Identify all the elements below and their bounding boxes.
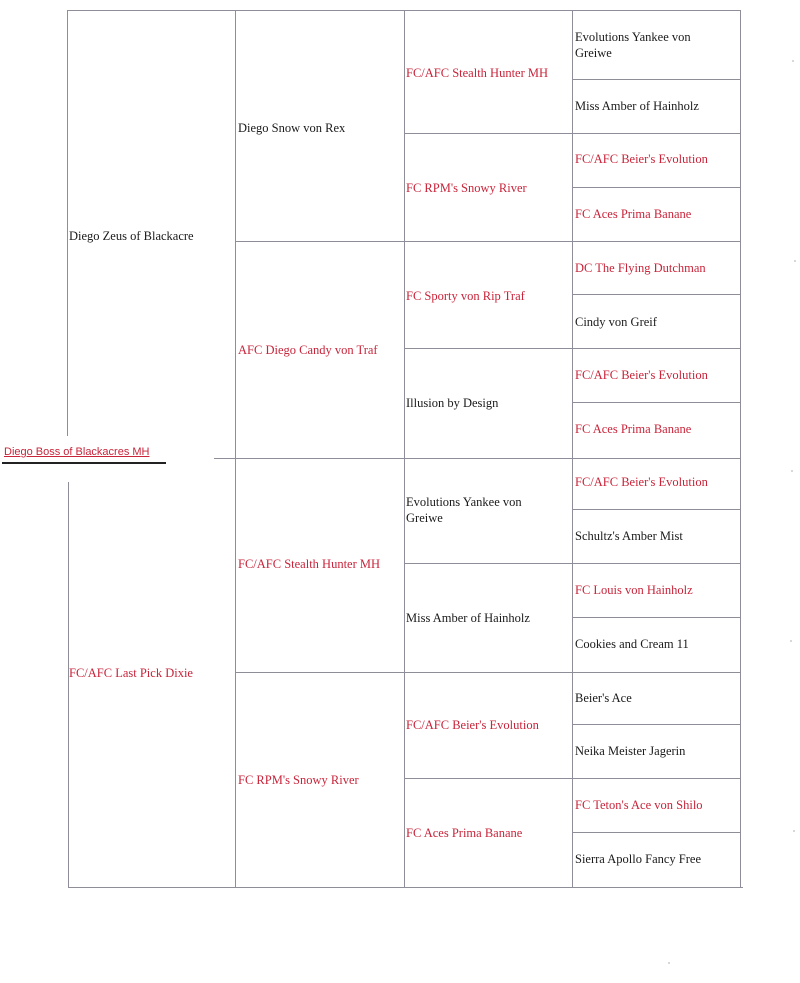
gen4-item: Sierra Apollo Fancy Free bbox=[575, 852, 702, 866]
col2-split-b bbox=[235, 672, 740, 673]
col4-split-9 bbox=[572, 509, 740, 510]
gen3-item: FC RPM's Snowy River bbox=[406, 181, 527, 195]
subject-underline bbox=[2, 462, 166, 464]
col4-split-1 bbox=[572, 79, 740, 80]
gen4-item: FC/AFC Beier's Evolution bbox=[575, 475, 708, 489]
frame-right bbox=[740, 10, 741, 887]
scan-speck bbox=[668, 962, 670, 964]
col4-split-13 bbox=[572, 724, 740, 725]
col4-split-7 bbox=[572, 402, 740, 403]
gen4-item: FC Aces Prima Banane bbox=[575, 207, 692, 221]
gen3-item: Illusion by Design bbox=[406, 396, 499, 410]
gen2-item: FC/AFC Stealth Hunter MH bbox=[238, 557, 381, 571]
gen2-item: AFC Diego Candy von Traf bbox=[238, 343, 378, 357]
col3-split-1 bbox=[404, 133, 740, 134]
scan-speck bbox=[790, 640, 792, 642]
scan-speck bbox=[791, 470, 793, 472]
gen4-item: FC/AFC Beier's Evolution bbox=[575, 368, 708, 382]
gen4-item: FC Louis von Hainholz bbox=[575, 583, 693, 597]
gen4-item: FC Teton's Ace von Shilo bbox=[575, 798, 703, 812]
col1-left-border-top bbox=[67, 10, 68, 436]
col2-split-a bbox=[235, 241, 740, 242]
scan-speck bbox=[792, 60, 794, 62]
gen4-item: FC/AFC Beier's Evolution bbox=[575, 152, 708, 166]
gen3-item: Miss Amber of Hainholz bbox=[406, 611, 530, 625]
gen4-item: Beier's Ace bbox=[575, 691, 632, 705]
gen4-item: Cookies and Cream 11 bbox=[575, 637, 689, 651]
col4-split-15 bbox=[572, 832, 740, 833]
midline bbox=[214, 458, 740, 459]
gen1-sire: Diego Zeus of Blackacre bbox=[69, 229, 194, 243]
scan-speck bbox=[793, 830, 795, 832]
col3-split-3 bbox=[404, 348, 740, 349]
gen2-item: FC RPM's Snowy River bbox=[238, 773, 359, 787]
gen3-item: FC Aces Prima Banane bbox=[406, 826, 523, 840]
col3-split-5 bbox=[404, 563, 740, 564]
col1-left-border-bottom bbox=[68, 482, 69, 888]
gen4-item: Evolutions Yankee von Greiwe bbox=[575, 30, 691, 60]
col-sep-1 bbox=[235, 10, 236, 888]
col4-split-3 bbox=[572, 187, 740, 188]
subject-name[interactable]: Diego Boss of Blackacres MH bbox=[4, 446, 150, 458]
col4-split-11 bbox=[572, 617, 740, 618]
gen4-item: Miss Amber of Hainholz bbox=[575, 99, 699, 113]
gen4-item: FC Aces Prima Banane bbox=[575, 422, 692, 436]
gen4-item: DC The Flying Dutchman bbox=[575, 261, 706, 275]
gen3-item: FC Sporty von Rip Traf bbox=[406, 289, 525, 303]
gen3-item: FC/AFC Stealth Hunter MH bbox=[406, 66, 549, 80]
gen1-dam: FC/AFC Last Pick Dixie bbox=[69, 666, 193, 680]
col4-split-5 bbox=[572, 294, 740, 295]
gen4-item: Cindy von Greif bbox=[575, 315, 657, 329]
gen2-item: Diego Snow von Rex bbox=[238, 121, 346, 135]
col-sep-3 bbox=[572, 10, 573, 888]
gen4-item: Schultz's Amber Mist bbox=[575, 529, 683, 543]
col-sep-2 bbox=[404, 10, 405, 888]
scan-speck bbox=[794, 260, 796, 262]
gen3-item: Evolutions Yankee von Greiwe bbox=[406, 495, 522, 525]
gen4-item: Neika Meister Jagerin bbox=[575, 744, 686, 758]
col3-split-7 bbox=[404, 778, 740, 779]
frame-bottom bbox=[69, 887, 743, 888]
gen3-item: FC/AFC Beier's Evolution bbox=[406, 718, 539, 732]
